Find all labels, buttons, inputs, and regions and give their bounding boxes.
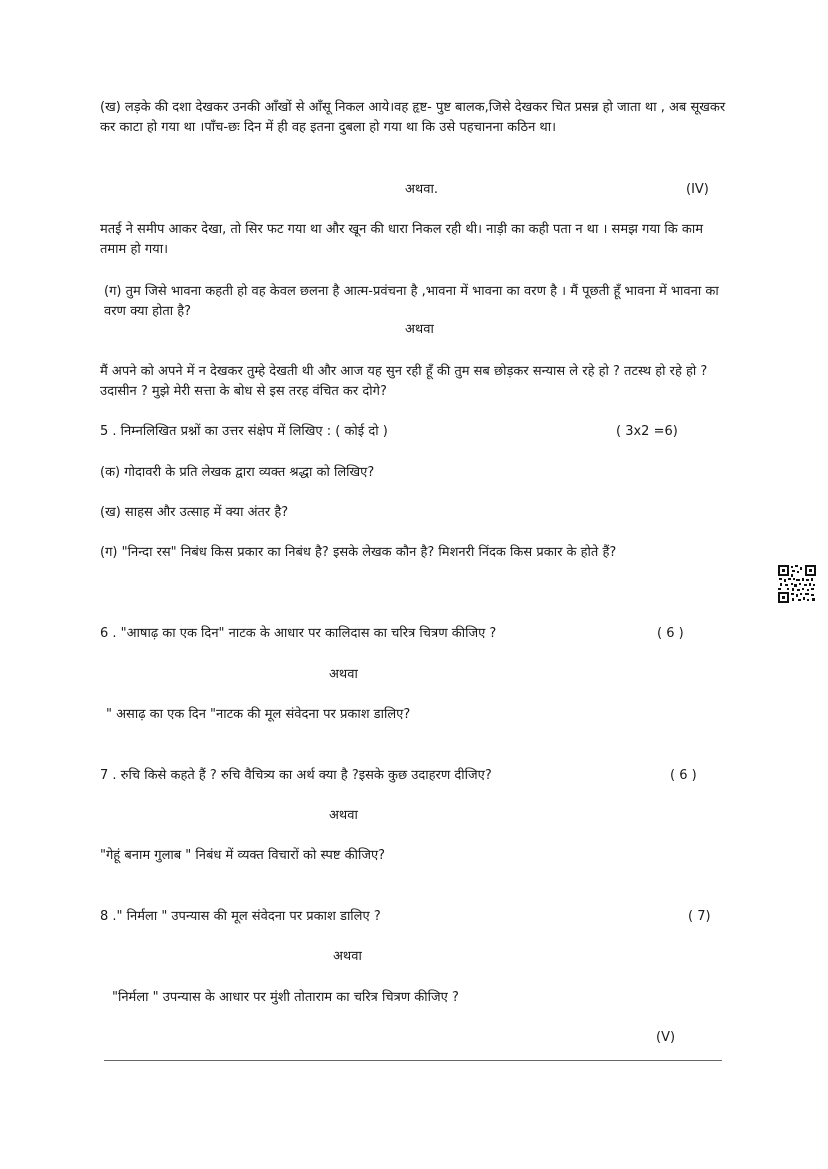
qr-code-icon [778, 565, 816, 603]
question-5-kha: (ख) साहस और उत्साह में क्या अंतर है? [100, 505, 289, 520]
athva-heading: अथवा [329, 667, 358, 682]
question-6-marks: ( 6 ) [657, 626, 684, 641]
question-5: 5 . निम्नलिखित प्रश्नों का उत्तर संक्षेप में लिखिए : ( कोई दो ) [100, 424, 388, 439]
passage-matai: मतई ने समीप आकर देखा, तो सिर फट गया था और खून की धारा निकल रही थी। नाड़ी का कही पता न था । समझ गया कि काम तमाम हो गया। [100, 222, 704, 257]
question-8: 8 ." निर्मला " उपन्यास की मूल संवेदना पर प्रकाश डालिए ? [100, 909, 381, 924]
passage-main: मैं अपने को अपने में न देखकर तुम्हे देखती थी और आज यह सुन रही हूँ की तुम सब छोड़कर सन्यास ले रहे हो ? तटस्थ हो रहे हो ?उदासीन ? मुझे मेरी सत्ता के बोध से इस तरह वंचित कर दोगे? [100, 364, 708, 399]
athva-heading: अथवा [333, 949, 362, 964]
question-5-marks: ( 3x2 =6) [616, 424, 678, 439]
footer-divider [104, 1060, 722, 1061]
question-5-ga: (ग) "निन्दा रस" निबंध किस प्रकार का निबंध है? इसके लेखक कौन है? मिशनरी निंदक किस प्रकार के होते हैं? [100, 545, 617, 560]
passage-kha: (ख) लड़के की दशा देखकर उनकी आँखों से आँसू निकल आये।वह हृष्ट- पुष्ट बालक,जिसे देखकर चित प्रसन्न हो जाता था , अब सूखकर कर काटा हो गया था ।पाँच-छः दिन में ही वह इतना दुबला हो गया था कि उसे पहचानना कठिन था। [100, 100, 726, 135]
athva-heading: अथवा [329, 808, 358, 823]
question-6-alt: " असाढ़ का एक दिन "नाटक की मूल संवेदना पर प्रकाश डालिए? [106, 707, 411, 722]
athva-heading: अथवा [405, 322, 434, 337]
question-7: 7 . रुचि किसे कहते हैं ? रुचि वैचित्र्य का अर्थ क्या है ?इसके कुछ उदाहरण दीजिए? [100, 768, 492, 783]
passage-ga: (ग) तुम जिसे भावना कहती हो वह केवल छलना है आत्म-प्रवंचना है ,भावना में भावना का वरण है । मैं पूछती हूँ भावना में भावना का वरण क्या होता है? [104, 284, 719, 319]
page-marker: (V) [656, 1030, 676, 1045]
question-7-marks: ( 6 ) [670, 768, 697, 783]
question-5-ka: (क) गोदावरी के प्रति लेखक द्वारा व्यक्त श्रद्धा को लिखिए? [100, 465, 375, 480]
question-8-marks: ( 7) [688, 909, 711, 924]
question-6: 6 . "आषाढ़ का एक दिन" नाटक के आधार पर कालिदास का चरित्र चित्रण कीजिए ? [100, 626, 497, 641]
question-8-alt: "निर्मला " उपन्यास के आधार पर मुंशी तोताराम का चरित्र चित्रण कीजिए ? [112, 990, 459, 1005]
athva-heading: अथवा. [405, 182, 438, 197]
section-marker: (IV) [686, 182, 709, 197]
question-7-alt: "गेहूं बनाम गुलाब " निबंध में व्यक्त विचारों को स्पष्ट कीजिए? [100, 848, 386, 863]
